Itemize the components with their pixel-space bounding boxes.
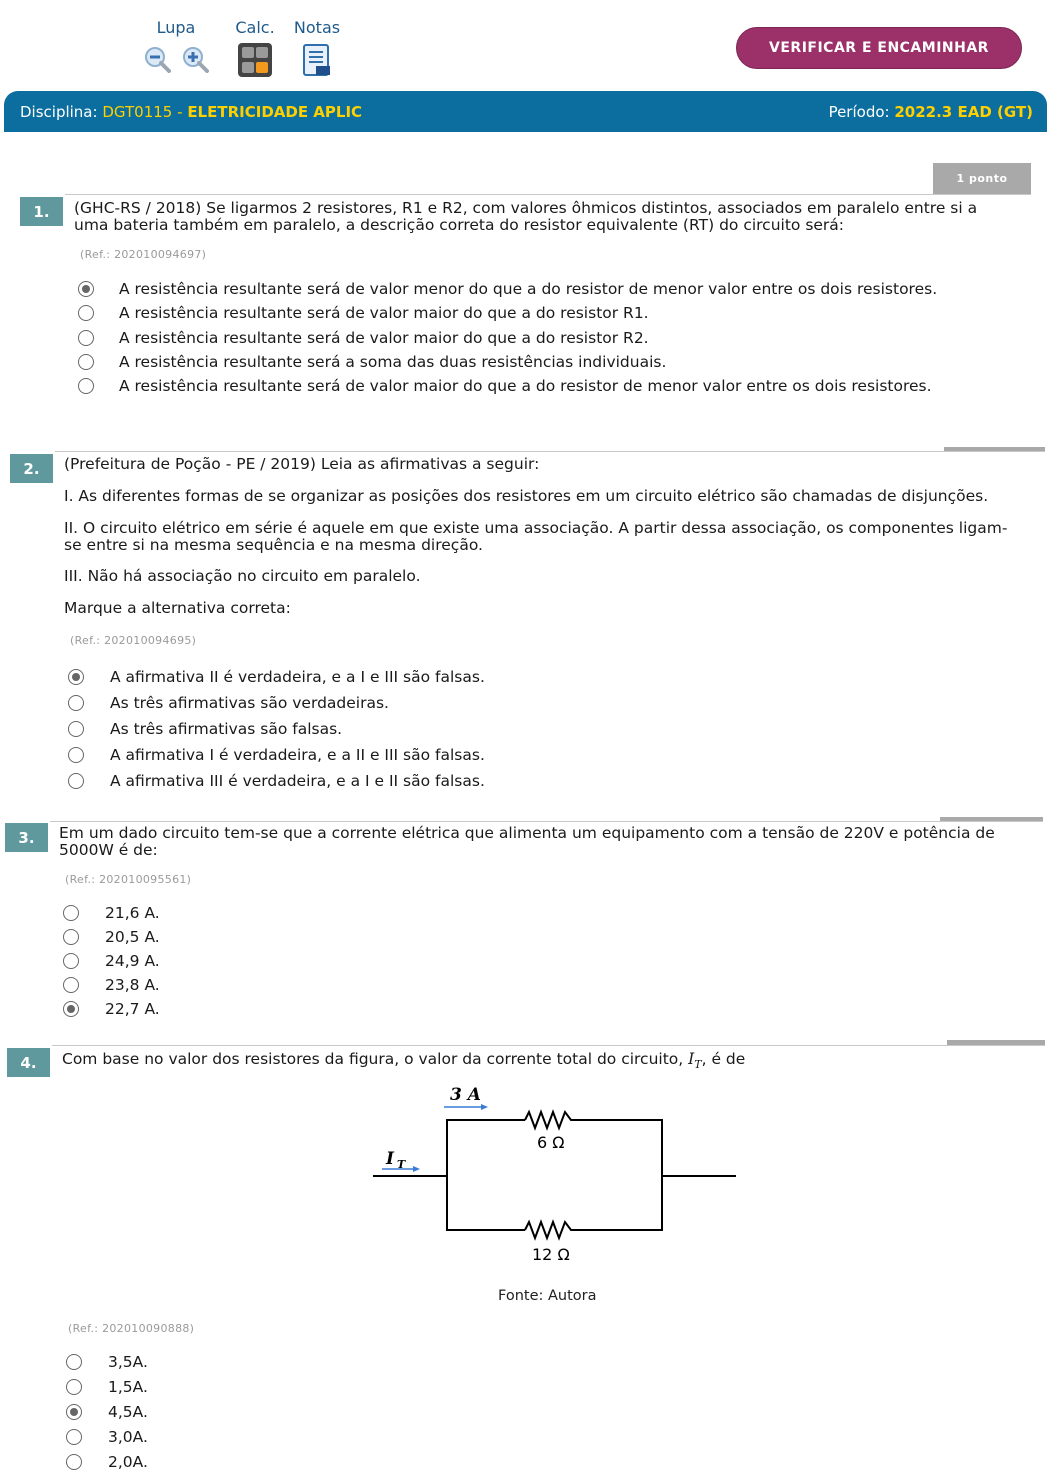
question-2-option[interactable] [68,692,389,714]
radio-button[interactable] [78,305,94,321]
radio-button[interactable] [63,905,79,921]
option-label: A resistência resultante será de valor menor do que a do resistor de menor valor entre os dois resistores. [119,280,938,298]
question-1-option[interactable] [78,302,649,324]
question-4-option[interactable] [66,1401,148,1423]
top-branch-wire [447,1112,662,1230]
discipline-label: Disciplina: [20,103,98,121]
question-2-number: 2. [10,454,53,483]
option-label: 4,5A. [108,1403,148,1421]
radio-button[interactable] [68,773,84,789]
question-2-prompt: Marque a alternativa correta: [64,599,291,617]
question-2-option[interactable] [68,666,485,688]
radio-button[interactable] [63,953,79,969]
discipline-separator: - [177,103,183,121]
radio-button[interactable] [78,354,94,370]
statement-2-line2: se entre si na mesma sequência e na mesma direção. [64,536,483,554]
points-badge: 1 ponto [933,163,1031,194]
radio-button[interactable] [78,281,94,297]
question-4-number: 4. [7,1048,50,1077]
radio-button[interactable] [66,1404,82,1420]
question-1-ref: (Ref.: 202010094697) [80,248,207,261]
lupa-tool [136,18,216,73]
question-3-ref: (Ref.: 202010095561) [65,873,192,886]
question-4-divider [52,1045,1045,1046]
option-label: A resistência resultante será de valor maior do que a do resistor R2. [119,329,649,347]
question-4-option[interactable] [66,1426,148,1448]
math-symbol: I [688,1050,695,1068]
calc-tool[interactable] [230,18,280,77]
total-current-label: I [386,1149,394,1169]
question-3-text-line1: Em um dado circuito tem-se que a corrente elétrica que alimenta um equipamento com a tensão de 220V e potência de [59,824,995,842]
question-2-option[interactable] [68,744,485,766]
question-1-option[interactable] [78,278,937,300]
option-label: A resistência resultante será de valor maior do que a do resistor de menor valor entre os dois resistores. [119,377,932,395]
question-4-text-before: Com base no valor dos resistores da figura, o valor da corrente total do circuito, [62,1050,684,1068]
option-label: A resistência resultante será de valor maior do que a do resistor R1. [119,304,649,322]
period-label: Período: [828,103,890,121]
verify-forward-button[interactable]: VERIFICAR E ENCAMINHAR [736,27,1022,69]
question-2-statement-2 [64,520,1007,554]
question-1-text-line1: (GHC-RS / 2018) Se ligarmos 2 resistores, R1 e R2, com valores ôhmicos distintos, associados em paralelo entre si a [74,199,978,217]
option-label: 3,0A. [108,1428,148,1446]
radio-button[interactable] [66,1454,82,1470]
option-label: 21,6 A. [105,904,160,922]
question-2-statement-3: III. Não há associação no circuito em paralelo. [64,567,421,585]
question-3-option[interactable] [63,902,160,924]
question-3-text-line2: 5000W é de: [59,841,158,859]
total-current-symbol [688,1050,702,1072]
zoom-in-icon[interactable] [181,45,209,73]
discipline-header [4,91,1047,132]
radio-button[interactable] [78,378,94,394]
option-label: A afirmativa I é verdadeira, e a II e III são falsas. [110,746,485,764]
question-1-text-line2: uma bateria também em paralelo, a descrição correta do resistor equivalente (RT) do circuito será: [74,216,845,234]
discipline-name: ELETRICIDADE APLIC [187,103,363,121]
option-label: 24,9 A. [105,952,160,970]
radio-button[interactable] [68,695,84,711]
question-3-option[interactable] [63,974,160,996]
question-3-divider [50,821,1043,822]
option-label: 2,0A. [108,1453,148,1471]
radio-button[interactable] [63,977,79,993]
figure-source: Fonte: Autora [498,1288,597,1304]
question-3-option[interactable] [63,950,160,972]
radio-button[interactable] [78,330,94,346]
bottom-branch-wire [447,1176,662,1238]
question-1-divider [65,194,1031,195]
radio-button[interactable] [63,1001,79,1017]
option-label: 23,8 A. [105,976,160,994]
option-label: A afirmativa II é verdadeira, e a I e III são falsas. [110,668,485,686]
zoom-out-icon[interactable] [143,45,171,73]
question-1-text [74,200,977,234]
resistor-6-label: 6 Ω [537,1133,565,1152]
question-2-divider [55,451,1045,452]
question-2-option[interactable] [68,718,342,740]
notes-icon[interactable] [302,43,332,77]
option-label: 3,5A. [108,1353,148,1371]
lupa-label: Lupa [156,18,196,37]
question-3-text [59,825,995,859]
option-label: As três afirmativas são verdadeiras. [110,694,389,712]
question-4-text-after: , é de [701,1050,746,1068]
radio-button[interactable] [68,747,84,763]
question-1-option[interactable] [78,375,932,397]
radio-button[interactable] [68,669,84,685]
question-1-option[interactable] [78,327,649,349]
question-1-option[interactable] [78,351,666,373]
radio-button[interactable] [66,1354,82,1370]
statement-2-line1: II. O circuito elétrico em série é aquele em que existe uma associação. A partir dessa associação, os componentes ligam- [64,519,1008,537]
question-1-number: 1. [20,197,63,226]
option-label: A resistência resultante será a soma das duas resistências individuais. [119,353,667,371]
resistor-12-label: 12 Ω [532,1245,570,1264]
question-2-ref: (Ref.: 202010094695) [70,634,197,647]
radio-button[interactable] [66,1379,82,1395]
period-info [829,103,1033,121]
notas-label: Notas [293,18,341,37]
question-4-ref: (Ref.: 202010090888) [68,1322,195,1335]
math-subscript: T [694,1058,702,1072]
question-4-option[interactable] [66,1351,148,1373]
calculator-icon[interactable] [238,43,272,77]
circuit-diagram [360,1078,740,1278]
discipline-code: DGT0115 [102,103,173,121]
notas-tool[interactable] [290,18,344,81]
option-label: A afirmativa III é verdadeira, e a I e II são falsas. [110,772,485,790]
question-4-option[interactable] [66,1451,148,1473]
option-label: 22,7 A. [105,1000,160,1018]
question-2-option[interactable] [68,770,485,792]
question-4-text [62,1051,745,1073]
option-label: As três afirmativas são falsas. [110,720,343,738]
question-2-statement-1: I. As diferentes formas de se organizar as posições dos resistores em um circuito elétrico são chamadas de disjunções. [64,487,989,505]
radio-button[interactable] [66,1429,82,1445]
question-3-option[interactable] [63,926,160,948]
discipline-info [20,103,362,121]
question-4-option[interactable] [66,1376,148,1398]
radio-button[interactable] [68,721,84,737]
question-2-intro: (Prefeitura de Poção - PE / 2019) Leia as afirmativas a seguir: [64,455,540,473]
question-3-number: 3. [5,823,48,852]
radio-button[interactable] [63,929,79,945]
option-label: 1,5A. [108,1378,148,1396]
question-3-option[interactable] [63,998,160,1020]
option-label: 20,5 A. [105,928,160,946]
branch-current-label: 3 A [450,1085,481,1105]
period-value: 2022.3 EAD (GT) [894,103,1033,121]
calc-label: Calc. [235,18,275,37]
total-current-subscript: T [397,1158,406,1171]
